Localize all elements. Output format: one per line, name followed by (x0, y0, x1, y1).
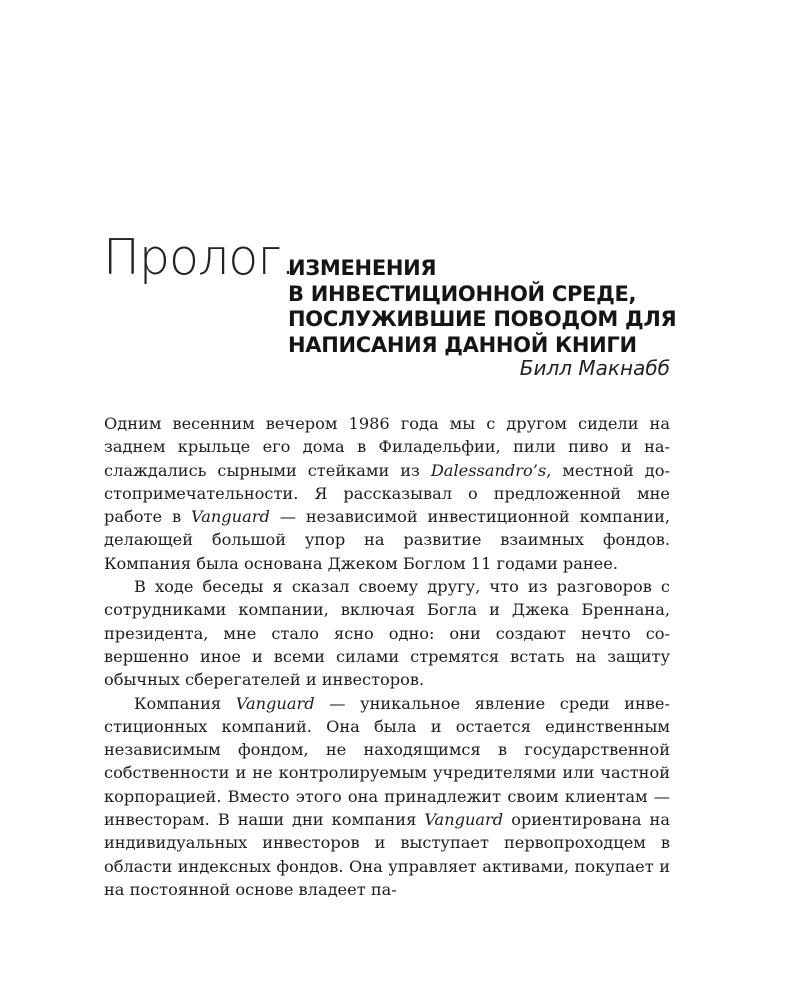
chapter-title-line: ПОСЛУЖИВШИЕ ПОВОДОМ ДЛЯ (288, 307, 677, 331)
chapter-title-line: НАПИСАНИЯ ДАННОЙ КНИГИ (288, 332, 637, 357)
chapter-title-line: ИЗМЕНЕНИЯ (288, 256, 437, 280)
text-run: , местной достопримечательности. Я рассказывал о предложенной мне работе в (104, 460, 670, 527)
paragraph (104, 412, 670, 575)
text-run: — независимой инвестиционной компании, делающей большой упор на развитие взаимных фондов. Компания была основана Джеком Боглом 11 годами ранее. (104, 507, 671, 573)
text-run-italic: Vanguard (424, 810, 504, 830)
paragraph (104, 692, 670, 902)
text-run-italic: Vanguard (191, 507, 270, 527)
chapter-title (288, 256, 676, 358)
text-run: ориентирована на индивидуальных инвесторов и выступает первопроходцем в области индексных фондов. Она управляет активами, покупает и на постоянной основе владеет па- (104, 810, 670, 899)
body-text (104, 412, 670, 901)
chapter-title-line: В ИНВЕСТИЦИОННОЙ СРЕДЕ, (288, 281, 637, 306)
text-run-italic: Vanguard (235, 693, 315, 713)
author-name: Билл Макнабб (519, 356, 670, 380)
text-run-italic: Dalessandro’s (430, 460, 547, 480)
prolog-heading: Пролог. (103, 229, 295, 286)
text-run: — уникальное явление среди инвестиционных компаний. Она была и остается единственным независимым фондом, не находящимся в государственной собственности и не контролируемым учредителями или частной корпорацией. Вместо этого она принадлежит своим клиентам — инвесторам. В наши дни компания (104, 693, 670, 830)
paragraph: В ходе беседы я сказал своему другу, что из разговоров с сотрудниками компании, включая Богла и Джека Бреннана, президента, мне стало ясно одно: они создают нечто совершенно иное и всеми силами стремятся встать на защиту обычных сберегателей и инвесторов. (104, 577, 670, 690)
text-run: Одним весенним вечером 1986 года мы с другом сидели на заднем крыльце его дома в Филадельфии, пили пиво и наслаждались сырными стейками из (104, 414, 670, 480)
text-run: Компания (134, 693, 236, 713)
